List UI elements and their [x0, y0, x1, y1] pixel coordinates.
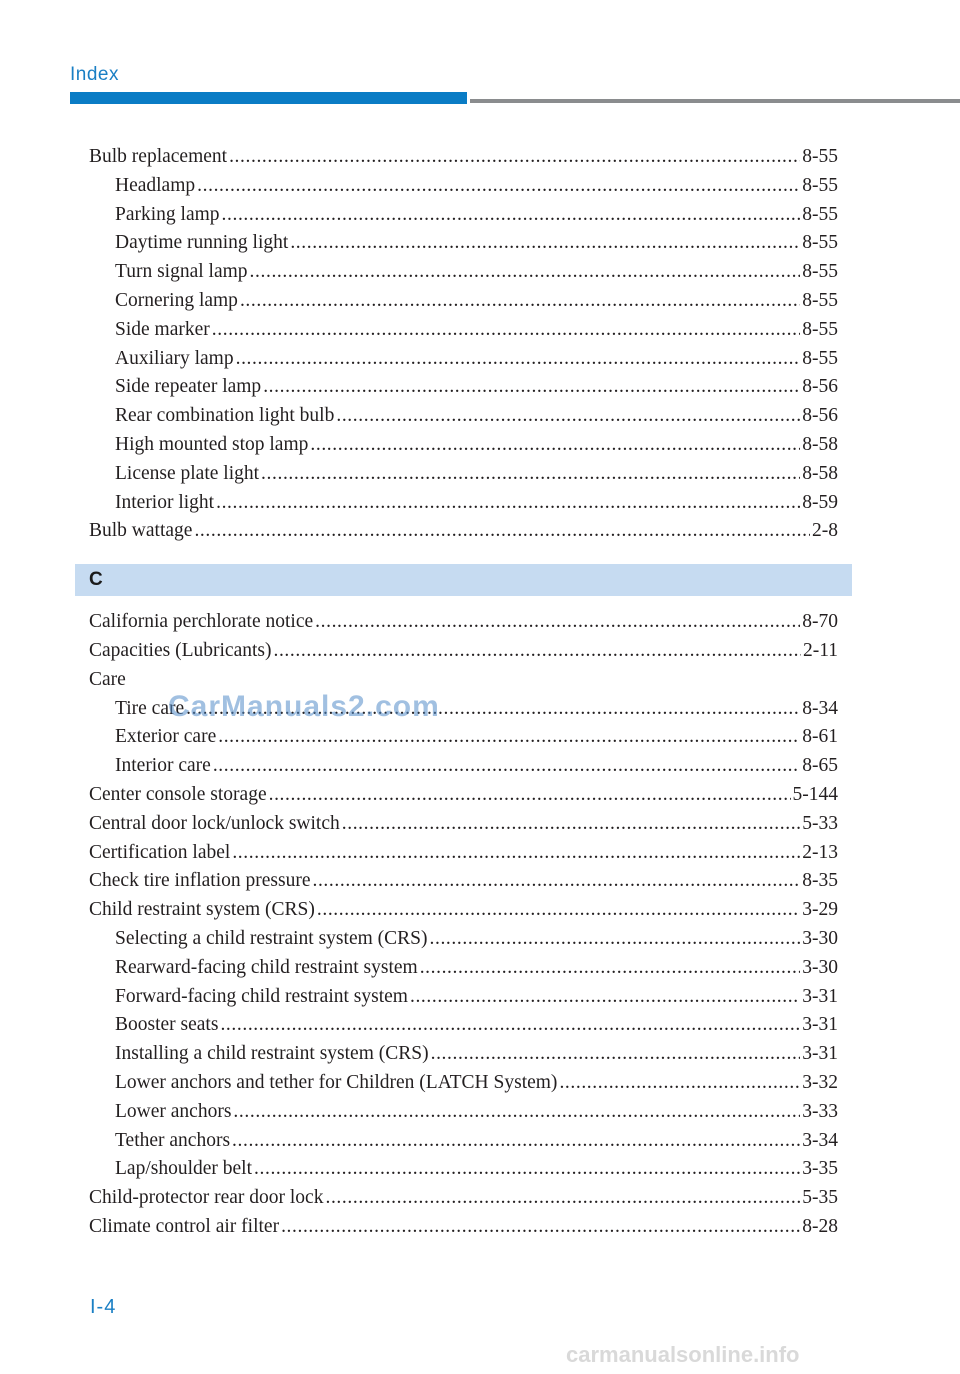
entry-label: Cornering lamp: [115, 289, 238, 311]
leader-dots: [232, 1127, 800, 1156]
entry-label: Interior light: [115, 491, 215, 513]
leader-dots: [559, 1069, 800, 1098]
leader-dots: [273, 637, 800, 666]
leader-dots: [213, 752, 800, 781]
index-subentry: [89, 402, 838, 431]
index-subentry: [89, 431, 838, 460]
entry-label: Center console storage: [89, 783, 267, 805]
watermark-footer: carmanualsonline.info: [566, 1342, 800, 1367]
entry-label: Certification label: [89, 841, 231, 863]
index-subentry: [89, 925, 838, 954]
index-subentry: [89, 287, 838, 316]
entry-page-ref: 8-58: [802, 433, 838, 455]
entry-page-ref: 5-144: [792, 783, 838, 805]
index-entry: [89, 608, 838, 637]
index-entry: [89, 867, 838, 896]
entry-page-ref: 8-65: [802, 755, 838, 777]
leader-dots: [281, 1213, 800, 1242]
leader-dots: [233, 1098, 800, 1127]
entry-page-ref: 8-55: [802, 232, 838, 254]
entry-label: Tether anchors: [115, 1129, 231, 1151]
page-number: I-4: [90, 1296, 117, 1318]
index-subentry: [89, 1155, 838, 1184]
entry-page-ref: 3-31: [802, 985, 838, 1007]
entry-label: Bulb wattage: [89, 520, 193, 542]
index-subentry: [89, 983, 838, 1012]
index-entry: [89, 781, 838, 810]
entry-page-ref: 3-30: [802, 956, 838, 978]
entry-label: Turn signal lamp: [115, 261, 248, 283]
index-entry: [89, 896, 838, 925]
leader-dots: [317, 896, 800, 925]
entry-label: Central door lock/unlock switch: [89, 812, 340, 834]
leader-dots: [336, 402, 800, 431]
entry-label: Rear combination light bulb: [115, 405, 335, 427]
entry-label: Check tire inflation pressure: [89, 870, 311, 892]
entry-page-ref: 5-33: [802, 812, 838, 834]
watermark-overlay: CarManuals2.com: [168, 690, 440, 723]
entry-page-ref: 8-55: [802, 318, 838, 340]
entry-label: Exterior care: [115, 726, 217, 748]
entry-page-ref: 3-33: [802, 1100, 838, 1122]
entry-page-ref: 8-55: [802, 146, 838, 167]
entry-label: Rearward-facing child restraint system: [115, 956, 418, 978]
leader-dots: [222, 201, 801, 230]
index-subentry: [89, 1011, 838, 1040]
entry-label: Installing a child restraint system (CRS): [115, 1043, 429, 1065]
header-title: Index: [70, 64, 119, 85]
leader-dots: [342, 810, 801, 839]
leader-dots: [269, 781, 791, 810]
entry-page-ref: 8-58: [802, 462, 838, 484]
index-entry: [89, 1213, 838, 1242]
entry-page-ref: 8-70: [802, 611, 838, 633]
header-accent-bar: [70, 92, 467, 104]
entry-page-ref: 8-28: [802, 1215, 838, 1237]
entry-page-ref: 5-35: [802, 1187, 838, 1209]
index-subentry: [89, 316, 838, 345]
index-subentry: [89, 201, 838, 230]
leader-dots: [236, 345, 801, 374]
index-subentry: [89, 1040, 838, 1069]
index-subentry: [89, 229, 838, 258]
entry-label: Bulb replacement: [89, 146, 228, 167]
index-subentry: [89, 1069, 838, 1098]
index-subentry: [89, 752, 838, 781]
entry-label: Care: [89, 668, 126, 690]
entry-page-ref: 8-56: [802, 405, 838, 427]
entry-page-ref: 8-56: [802, 376, 838, 398]
index-subentry: [89, 954, 838, 983]
entry-page-ref: 8-61: [802, 726, 838, 748]
entry-label: Lower anchors and tether for Children (LATCH System): [115, 1071, 558, 1093]
entry-page-ref: 8-59: [802, 491, 838, 513]
entry-label: Selecting a child restraint system (CRS): [115, 927, 428, 949]
entry-label: Lower anchors: [115, 1100, 232, 1122]
index-entry: [89, 637, 838, 666]
leader-dots: [430, 925, 801, 954]
entry-page-ref: 2-8: [812, 520, 838, 542]
index-subentry: [89, 723, 838, 752]
entry-page-ref: 3-29: [802, 899, 838, 921]
leader-dots: [410, 983, 800, 1012]
leader-dots: [431, 1040, 801, 1069]
leader-dots: [290, 229, 800, 258]
entry-label: California perchlorate notice: [89, 611, 314, 633]
entry-page-ref: 3-31: [802, 1043, 838, 1065]
index-subentry: [89, 373, 838, 402]
leader-dots: [232, 839, 800, 868]
entry-page-ref: 3-30: [802, 927, 838, 949]
entry-label: Parking lamp: [115, 203, 220, 225]
entry-page-ref: 8-55: [802, 203, 838, 225]
entry-page-ref: 3-31: [802, 1014, 838, 1036]
entry-page-ref: 3-34: [802, 1129, 838, 1151]
entry-page-ref: 8-35: [802, 870, 838, 892]
entry-label: Child-protector rear door lock: [89, 1187, 324, 1209]
entry-page-ref: 8-55: [802, 347, 838, 369]
leader-dots: [420, 954, 801, 983]
leader-dots: [325, 1184, 800, 1213]
entry-label: Booster seats: [115, 1014, 219, 1036]
entry-label: Side marker: [115, 318, 210, 340]
entry-label: Auxiliary lamp: [115, 347, 234, 369]
leader-dots: [263, 373, 800, 402]
leader-dots: [315, 608, 800, 637]
entry-label: Child restraint system (CRS): [89, 899, 315, 921]
leader-dots: [212, 316, 800, 345]
entry-label: Daytime running light: [115, 232, 289, 254]
index-subentry: [89, 489, 838, 518]
entry-label: Interior care: [115, 755, 211, 777]
section-letter: C: [89, 569, 103, 591]
index-subentry: [89, 460, 838, 489]
index-list-b: [89, 143, 838, 546]
index-entry: [89, 517, 838, 546]
section-header-c: [75, 564, 852, 596]
index-subentry: [89, 1098, 838, 1127]
leader-dots: [229, 143, 800, 172]
entry-label: Climate control air filter: [89, 1215, 280, 1237]
leader-dots: [254, 1155, 800, 1184]
entry-label: Tire care: [115, 697, 185, 719]
index-subentry: [89, 1127, 838, 1156]
header-divider-line: [470, 99, 960, 103]
leader-dots: [218, 723, 800, 752]
entry-page-ref: 2-13: [802, 841, 838, 863]
entry-label: Side repeater lamp: [115, 376, 262, 398]
index-entry: [89, 143, 838, 172]
entry-label: Headlamp: [115, 174, 196, 196]
leader-dots: [312, 867, 800, 896]
leader-dots: [194, 517, 810, 546]
entry-page-ref: 8-34: [802, 697, 838, 719]
leader-dots: [310, 431, 800, 460]
index-subentry: [89, 345, 838, 374]
entry-page-ref: 3-35: [802, 1158, 838, 1180]
entry-label: License plate light: [115, 462, 260, 484]
entry-page-ref: 8-55: [802, 174, 838, 196]
entry-page-ref: 8-55: [802, 289, 838, 311]
entry-page-ref: 8-55: [802, 261, 838, 283]
entry-label: Forward-facing child restraint system: [115, 985, 408, 1007]
entry-page-ref: 2-11: [802, 639, 838, 661]
leader-dots: [250, 258, 801, 287]
entry-label: Capacities (Lubricants): [89, 639, 272, 661]
entry-page-ref: 3-32: [802, 1071, 838, 1093]
index-entry: [89, 810, 838, 839]
index-entry: [89, 1184, 838, 1213]
index-subentry: [89, 172, 838, 201]
entry-label: High mounted stop lamp: [115, 433, 309, 455]
index-subentry: [89, 258, 838, 287]
entry-label: Lap/shoulder belt: [115, 1158, 253, 1180]
leader-dots: [220, 1011, 800, 1040]
leader-dots: [261, 460, 800, 489]
index-entry: [89, 839, 838, 868]
leader-dots: [216, 489, 800, 518]
leader-dots: [240, 287, 800, 316]
leader-dots: [197, 172, 800, 201]
